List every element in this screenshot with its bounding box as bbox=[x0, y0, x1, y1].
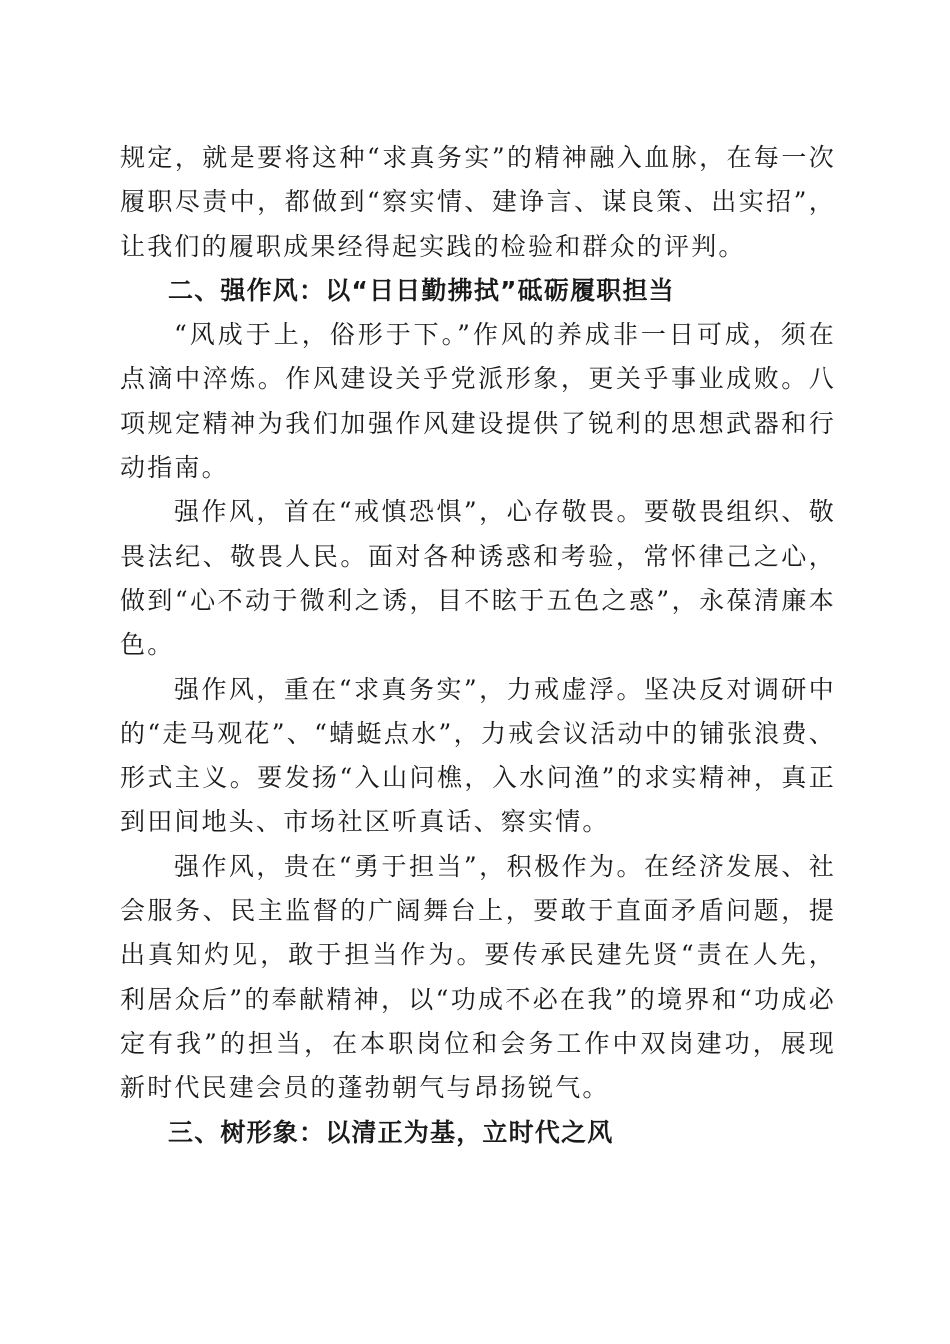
section-heading-2: 二、强作风：以“日日勤拂拭”砥砺履职担当 bbox=[168, 275, 675, 305]
section-heading-3: 三、树形象：以清正为基，立时代之风 bbox=[168, 1117, 614, 1147]
body-paragraph: 强作风，贵在“勇于担当”，积极作为。在经济发展、社会服务、民主监督的广阔舞台上，要敢于直面矛盾问题，提出真知灼见，敢于担当作为。要传承民建先贤“责在人先，利居众后”的奉献精神，以“功成不必在我”的境界和“功成必定有我”的担当，在本职岗位和会务工作中双岗建功，展现新时代民建会员的蓬勃朝气与昂扬锐气。 bbox=[120, 851, 836, 1103]
body-paragraph: 强作风，重在“求真务实”，力戒虚浮。坚决反对调研中的“走马观花”、“蜻蜓点水”，力戒会议活动中的铺张浪费、形式主义。要发扬“入山问樵，入水问渔”的求实精神，真正到田间地头、市场社区听真话、察实情。 bbox=[120, 674, 836, 837]
body-paragraph: “风成于上，俗形于下。”作风的养成非一日可成，须在点滴中淬炼。作风建设关乎党派形象，更关乎事业成败。八项规定精神为我们加强作风建设提供了锐利的思想武器和行动指南。 bbox=[120, 320, 836, 483]
body-paragraph: 规定，就是要将这种“求真务实”的精神融入血脉，在每一次履职尽责中，都做到“察实情、建诤言、谋良策、出实招”，让我们的履职成果经得起实践的检验和群众的评判。 bbox=[120, 143, 836, 261]
body-paragraph: 强作风，首在“戒慎恐惧”，心存敬畏。要敬畏组织、敬畏法纪、敬畏人民。面对各种诱惑和考验，常怀律己之心，做到“心不动于微利之诱，目不眩于五色之惑”，永葆清廉本色。 bbox=[120, 497, 836, 660]
document-page bbox=[120, 136, 836, 1155]
